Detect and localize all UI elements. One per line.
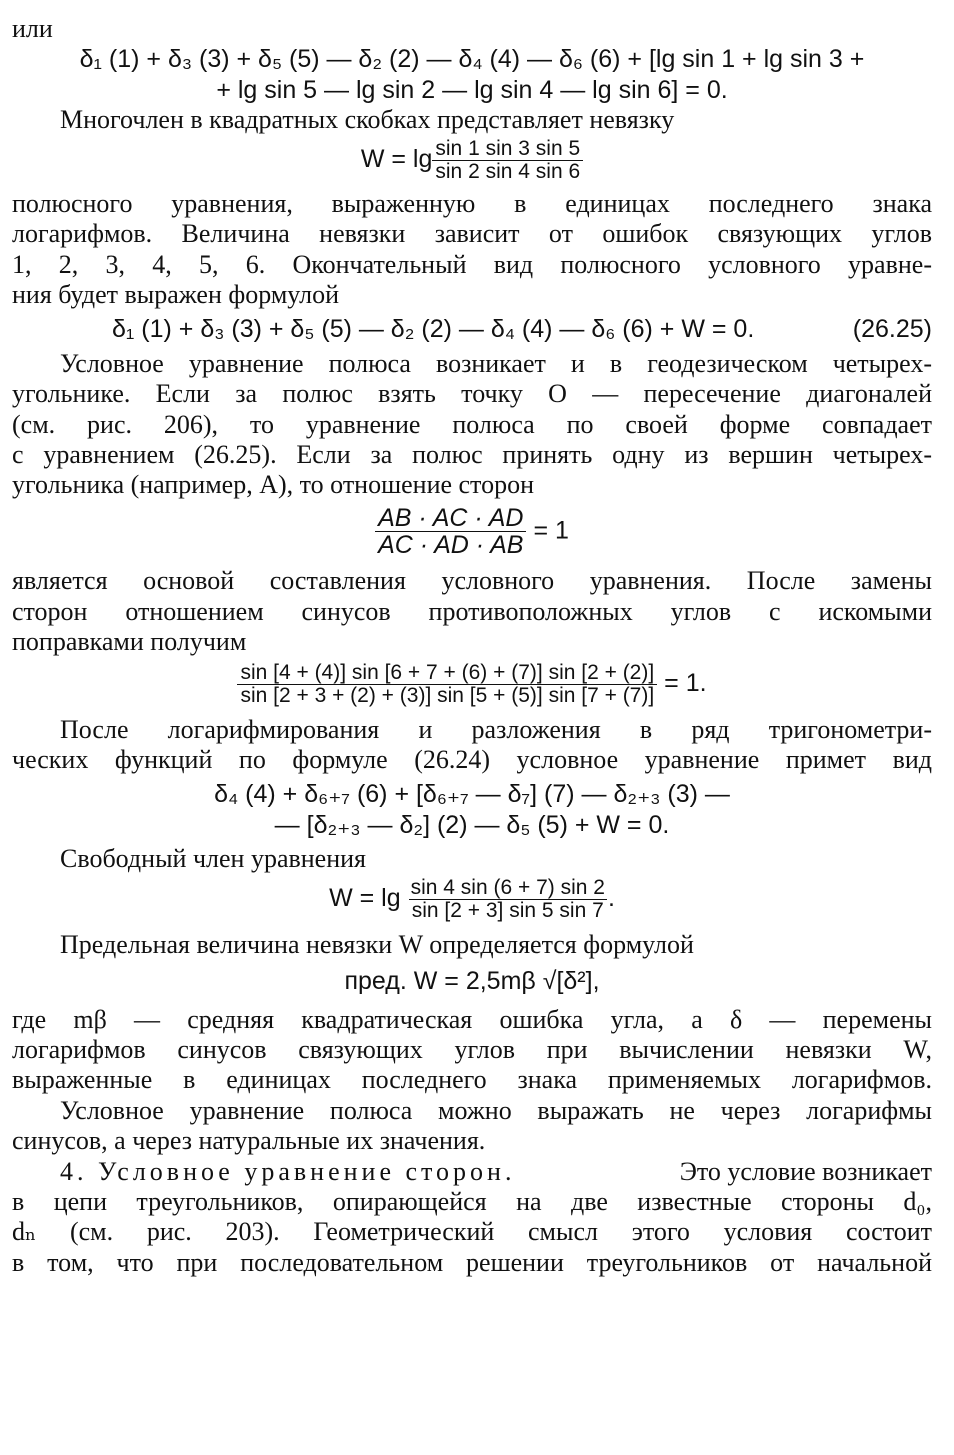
fraction-numerator: sin [4 + (4)] sin [6 + 7 + (6) + (7)] sin [2 + (2)] bbox=[240, 660, 655, 684]
paragraph-line: Условное уравнение полюса возникает и в геодезическом четырех- bbox=[60, 348, 932, 378]
paragraph-line: угольнике. Если за полюс взять точку O — пересечение диагоналей bbox=[12, 379, 932, 409]
equation-number: (26.25) bbox=[852, 315, 932, 344]
formula-right: = 1. bbox=[664, 668, 707, 697]
formula-right: . bbox=[607, 883, 615, 912]
paragraph-text: Это условие возникает bbox=[679, 1156, 932, 1186]
paragraph-line: Многочлен в квадратных скобках представляет невязку bbox=[60, 105, 675, 135]
paragraph-line: ния будет выражен формулой bbox=[12, 279, 340, 309]
section-heading: 4. Условное уравнение сторон. bbox=[60, 1156, 516, 1186]
equation-numbered bbox=[12, 314, 932, 344]
formula-left: W = lg bbox=[360, 144, 433, 173]
text-line: или bbox=[12, 14, 53, 43]
paragraph-line: После логарифмирования и разложения в ряд тригонометри- bbox=[60, 714, 932, 744]
fraction-denominator: AC · AD · AB bbox=[375, 531, 526, 558]
fraction bbox=[375, 505, 526, 559]
paragraph-line: полюсного уравнения, выраженную в единицах последнего знака bbox=[12, 188, 932, 218]
paragraph-line: Свободный член уравнения bbox=[60, 844, 367, 874]
fraction-denominator: sin [2 + 3 + (2) + (3)] sin [5 + (5)] sin [7 + (7)] bbox=[237, 684, 657, 707]
fraction bbox=[432, 138, 583, 183]
fraction bbox=[237, 662, 657, 707]
paragraph-line: в том, что при последовательном решении треугольников от начальной bbox=[12, 1247, 932, 1277]
formula-W-polar bbox=[12, 138, 932, 183]
equation-line: — [δ₂₊₃ — δ₂] (2) — δ₅ (5) + W = 0. bbox=[274, 810, 670, 839]
paragraph-line: поправками получим bbox=[12, 627, 247, 657]
fraction-numerator: sin 1 sin 3 sin 5 bbox=[435, 136, 581, 160]
formula-right: = 1 bbox=[533, 516, 569, 545]
paragraph-line: является основой составления условного уравнения. После замены bbox=[12, 566, 932, 596]
formula-left: W = lg bbox=[329, 883, 401, 912]
fraction bbox=[408, 877, 608, 922]
equation-line: пред. W = 2,5mβ √[δ²], bbox=[344, 967, 600, 996]
paragraph-line: где mβ — средняя квадратическая ошибка угла, а δ — перемены bbox=[12, 1004, 932, 1034]
paragraph-line: dₙ (см. рис. 203). Геометрический смысл этого условия состоит bbox=[12, 1217, 932, 1247]
paragraph-line bbox=[12, 1157, 932, 1187]
paragraph-line: угольника (например, A), то отношение сторон bbox=[12, 470, 534, 500]
paragraph-line: Предельная величина невязки W определяется формулой bbox=[60, 929, 694, 959]
formula-W-free-term bbox=[12, 877, 932, 922]
paragraph-line: выраженные в единицах последнего знака применяемых логарифмов. bbox=[12, 1065, 932, 1095]
fraction-denominator: sin 2 sin 4 sin 6 bbox=[432, 160, 583, 183]
equation-line: δ₁ (1) + δ₃ (3) + δ₅ (5) — δ₂ (2) — δ₄ (4) — δ₆ (6) + [lg sin 1 + lg sin 3 + bbox=[79, 45, 865, 74]
fraction-denominator: sin [2 + 3] sin 5 sin 7 bbox=[409, 899, 607, 922]
paragraph-line: (см. рис. 206), то уравнение полюса по своей форме совпадает bbox=[12, 409, 932, 439]
formula-sine-ratio bbox=[12, 662, 932, 707]
paragraph-line: 1, 2, 3, 4, 5, 6. Окончательный вид полюсного условного уравне- bbox=[12, 249, 932, 279]
formula-side-ratio bbox=[12, 505, 932, 559]
paragraph-line: ческих функций по формуле (26.24) условное уравнение примет вид bbox=[12, 745, 932, 774]
paragraph-line: сторон отношением синусов противоположных углов с искомыми bbox=[12, 596, 932, 626]
paragraph-line: с уравнением (26.25). Если за полюс принять одну из вершин четырех- bbox=[12, 439, 932, 469]
paragraph-line: логарифмов синусов связующих углов при вычислении невязки W, bbox=[12, 1034, 932, 1064]
equation-line: + lg sin 5 — lg sin 2 — lg sin 4 — lg sin 6] = 0. bbox=[216, 75, 728, 104]
paragraph-line: в цепи треугольников, опирающейся на две известные стороны d₀, bbox=[12, 1186, 932, 1216]
paragraph-line: логарифмов. Величина невязки зависит от ошибок связующих углов bbox=[12, 219, 932, 249]
paragraph-line: Условное уравнение полюса можно выражать не через логарифмы bbox=[60, 1095, 932, 1125]
fraction-numerator: AB · AC · AD bbox=[378, 503, 524, 532]
fraction-numerator: sin 4 sin (6 + 7) sin 2 bbox=[410, 875, 605, 899]
paragraph-line: синусов, а через натуральные их значения. bbox=[12, 1126, 486, 1156]
equation-line: δ₄ (4) + δ₆₊₇ (6) + [δ₆₊₇ — δ₇] (7) — δ₂₊₃ (3) — bbox=[214, 780, 730, 809]
equation-body: δ₁ (1) + δ₃ (3) + δ₅ (5) — δ₂ (2) — δ₄ (4) — δ₆ (6) + W = 0. bbox=[112, 315, 755, 344]
